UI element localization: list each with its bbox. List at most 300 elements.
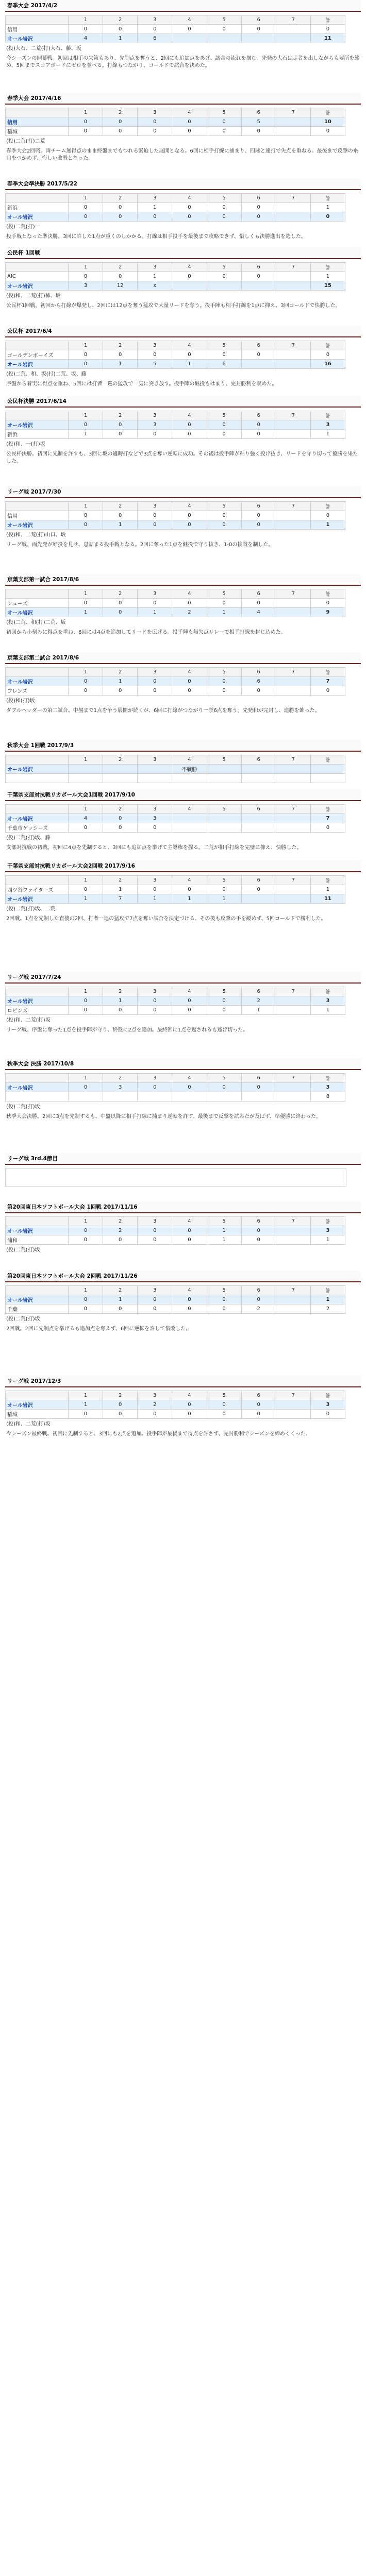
scoreboard-header-cell: 1 bbox=[69, 502, 103, 511]
team-name: ロビンズ bbox=[6, 1006, 69, 1015]
scoreboard-row bbox=[6, 1083, 345, 1092]
scoreboard-header-row bbox=[6, 589, 345, 599]
inning-score bbox=[276, 823, 310, 833]
scoreboard-header-cell: 1 bbox=[69, 1217, 103, 1226]
inning-score: 0 bbox=[103, 599, 138, 608]
team-name: オール岩沢 bbox=[6, 281, 69, 291]
scoreboard-header-cell: 計 bbox=[310, 876, 345, 885]
inning-score: 1 bbox=[172, 360, 207, 369]
inning-score: 0 bbox=[172, 1410, 207, 1419]
game-title: 春季大会 2017/4/2 bbox=[5, 0, 361, 12]
inning-score: 0 bbox=[69, 1410, 103, 1419]
inning-score: 0 bbox=[103, 511, 138, 520]
inning-score: 0 bbox=[138, 885, 172, 894]
game-summary: 2回戦。1点を先制した直後の2回、打者一巡の猛攻で7点を奪い試合を決定づける。その後も攻撃の手を緩めず、5回コールドで勝利した。 bbox=[6, 916, 326, 922]
inning-score bbox=[172, 34, 207, 43]
inning-score: 0 bbox=[138, 350, 172, 360]
inning-score: 0 bbox=[138, 599, 172, 608]
game-title: 公民杯決勝 2017/6/14 bbox=[5, 396, 361, 408]
team-name: 新浜 bbox=[6, 203, 69, 212]
inning-score: 1 bbox=[69, 1400, 103, 1410]
total-runs: 11 bbox=[310, 34, 345, 43]
game-summary: 今シーズンの開幕戦。初回は相手の失策もあり、先制点を奪うと、2回にも追加点をあげ、試合の流れを掴む。先発の大石は走者を出しながらも要所を締め、5回までスコアボードにゼロを並べる。打線もつながり、コールドで試合を決めた。 bbox=[6, 56, 360, 69]
scoreboard-table bbox=[5, 1216, 345, 1245]
scoreboard-header-cell: 5 bbox=[207, 987, 241, 996]
total-runs: 0 bbox=[310, 25, 345, 34]
game-title: 京葉支部第二試合 2017/8/6 bbox=[5, 652, 361, 664]
scoreboard-header-row bbox=[6, 15, 345, 25]
team-name: オール岩沢 bbox=[6, 677, 69, 686]
scoreboard-row bbox=[6, 511, 345, 520]
inning-score: 0 bbox=[138, 1226, 172, 1235]
inning-score: 4 bbox=[241, 608, 276, 617]
total-runs: 0 bbox=[310, 599, 345, 608]
scoreboard-header-cell bbox=[6, 341, 69, 350]
inning-score bbox=[276, 1083, 310, 1092]
scoreboard-header-cell: 2 bbox=[103, 341, 138, 350]
inning-score: 1 bbox=[103, 520, 138, 530]
scoreboard-header-cell: 2 bbox=[103, 108, 138, 117]
game-title: 千葉県支部対抗戦リカボール大会2回戦 2017/9/16 bbox=[5, 860, 361, 872]
inning-score: 0 bbox=[207, 350, 241, 360]
scoreboard-header-cell: 3 bbox=[138, 1074, 172, 1083]
game-summary: 2回戦。2回に先制点を挙げるも追加点を奪えず、6回に逆転を許して惜敗した。 bbox=[6, 1326, 191, 1332]
inning-score bbox=[103, 774, 138, 783]
team-name: シューズ bbox=[6, 599, 69, 608]
game-summary: 公民杯決勝。初回に先制を許すも、3回に坂の適時打などで3点を奪い逆転に成功。その後は投手陣が粘り強く投げ抜き、リードを守り切って優勝を果たした。 bbox=[6, 451, 358, 464]
scoreboard-header-row bbox=[6, 1391, 345, 1400]
scoreboard-table bbox=[5, 987, 345, 1015]
inning-score: 0 bbox=[69, 823, 103, 833]
inning-score: x bbox=[138, 281, 172, 291]
scoreboard-table bbox=[5, 1073, 345, 1101]
game-block bbox=[5, 247, 361, 324]
inning-score bbox=[276, 360, 310, 369]
scoreboard-row bbox=[6, 420, 345, 430]
inning-score: 12 bbox=[103, 281, 138, 291]
scoreboard-header-cell bbox=[6, 755, 69, 765]
inning-score bbox=[276, 894, 310, 904]
game-block bbox=[5, 396, 361, 484]
inning-score: 3 bbox=[138, 420, 172, 430]
inning-score: 不戦勝 bbox=[172, 765, 207, 774]
scoreboard-table bbox=[5, 15, 345, 43]
pitcher-batter-line: (投)二荒(打)坂、藤 bbox=[6, 835, 51, 841]
scoreboard-header-cell: 5 bbox=[207, 589, 241, 599]
total-runs: 15 bbox=[310, 281, 345, 291]
inning-score: 0 bbox=[207, 1083, 241, 1092]
inning-score bbox=[241, 774, 276, 783]
scoreboard-header-cell: 計 bbox=[310, 108, 345, 117]
scoreboard-header-cell bbox=[6, 1286, 69, 1295]
inning-score: 0 bbox=[138, 511, 172, 520]
empty-scoreboard bbox=[5, 1168, 346, 1187]
scoreboard-header-cell: 4 bbox=[172, 411, 207, 420]
inning-score: 0 bbox=[207, 686, 241, 696]
scoreboard-row bbox=[6, 1304, 345, 1314]
scoreboard-row bbox=[6, 281, 345, 291]
total-runs: 1 bbox=[310, 1006, 345, 1015]
game-title: 千葉県支部対抗戦リカボール大会1回戦 2017/9/10 bbox=[5, 789, 361, 801]
scoreboard-header-cell: 4 bbox=[172, 805, 207, 814]
inning-score: 0 bbox=[207, 511, 241, 520]
scoreboard-header-cell bbox=[6, 263, 69, 272]
pitcher-batter-line: (投)二荒、和(打)二荒、坂 bbox=[6, 620, 66, 625]
scoreboard-header-cell: 5 bbox=[207, 411, 241, 420]
inning-score: 0 bbox=[172, 599, 207, 608]
game-title: 公民杯 2017/6/4 bbox=[5, 326, 361, 337]
inning-score: 4 bbox=[69, 814, 103, 823]
inning-score bbox=[172, 814, 207, 823]
team-name: オール岩沢 bbox=[6, 1083, 69, 1092]
scoreboard-row bbox=[6, 608, 345, 617]
scoreboard-header-cell bbox=[6, 411, 69, 420]
scoreboard-header-cell: 1 bbox=[69, 1286, 103, 1295]
scoreboard-header-cell: 1 bbox=[69, 1391, 103, 1400]
game-title: 春季大会準決勝 2017/5/22 bbox=[5, 178, 361, 190]
inning-score: 1 bbox=[103, 1295, 138, 1304]
team-name: 信用 bbox=[6, 117, 69, 127]
total-runs: 9 bbox=[310, 608, 345, 617]
scoreboard-row bbox=[6, 272, 345, 281]
inning-score: 0 bbox=[138, 212, 172, 222]
inning-score: 0 bbox=[172, 272, 207, 281]
inning-score: 0 bbox=[207, 420, 241, 430]
inning-score: 0 bbox=[69, 885, 103, 894]
scoreboard-header-row bbox=[6, 1286, 345, 1295]
inning-score: 0 bbox=[241, 885, 276, 894]
inning-score: 1 bbox=[207, 1235, 241, 1245]
pitcher-batter-line: (投)二荒(打)坂 bbox=[6, 1104, 40, 1110]
inning-score: 0 bbox=[138, 677, 172, 686]
scoreboard-header-row bbox=[6, 263, 345, 272]
scoreboard-header-row bbox=[6, 1217, 345, 1226]
inning-score: 0 bbox=[138, 1304, 172, 1314]
inning-score: 0 bbox=[138, 996, 172, 1006]
inning-score bbox=[172, 1092, 207, 1101]
inning-score bbox=[172, 823, 207, 833]
inning-score: 0 bbox=[69, 272, 103, 281]
inning-score: 1 bbox=[103, 996, 138, 1006]
inning-score bbox=[69, 1092, 103, 1101]
inning-score: 0 bbox=[103, 608, 138, 617]
scoreboard-header-cell: 2 bbox=[103, 263, 138, 272]
scoreboard-header-cell: 7 bbox=[276, 502, 310, 511]
inning-score bbox=[241, 281, 276, 291]
scoreboard-header-row bbox=[6, 194, 345, 203]
inning-score: 0 bbox=[207, 996, 241, 1006]
inning-score bbox=[276, 281, 310, 291]
scoreboard-row bbox=[6, 823, 345, 833]
inning-score: 0 bbox=[172, 1083, 207, 1092]
scoreboard-header-cell bbox=[6, 108, 69, 117]
total-runs: 1 bbox=[310, 1235, 345, 1245]
inning-score: 1 bbox=[138, 894, 172, 904]
pitcher-batter-line: (投)和、一(打)坂 bbox=[6, 442, 45, 447]
game-summary: 秋季大会決勝。2回に3点を先制するも、中盤以降に相手打線に捕まり逆転を許す。最後まで反撃を試みたが及ばず、準優勝に終わった。 bbox=[6, 1114, 322, 1120]
scoreboard-header-cell: 2 bbox=[103, 987, 138, 996]
inning-score: 7 bbox=[103, 894, 138, 904]
scoreboard-header-cell: 7 bbox=[276, 411, 310, 420]
inning-score: 0 bbox=[138, 823, 172, 833]
scoreboard-table bbox=[5, 108, 345, 136]
inning-score: 0 bbox=[241, 430, 276, 439]
scoreboard-header-row bbox=[6, 341, 345, 350]
game-block bbox=[5, 789, 361, 858]
team-name: オール岩沢 bbox=[6, 360, 69, 369]
inning-score: 6 bbox=[207, 360, 241, 369]
game-block bbox=[5, 860, 361, 970]
team-name: 浦和 bbox=[6, 1235, 69, 1245]
scoreboard-header-cell: 7 bbox=[276, 1074, 310, 1083]
inning-score bbox=[276, 34, 310, 43]
inning-score: 0 bbox=[172, 127, 207, 136]
game-block bbox=[5, 93, 361, 176]
scoreboard-table bbox=[5, 501, 345, 530]
scoreboard-table bbox=[5, 411, 345, 439]
scoreboard-header-cell: 計 bbox=[310, 987, 345, 996]
inning-score: 3 bbox=[69, 281, 103, 291]
inning-score bbox=[276, 885, 310, 894]
scoreboard-header-cell: 7 bbox=[276, 876, 310, 885]
scoreboard-header-cell: 3 bbox=[138, 108, 172, 117]
scoreboard-header-cell: 計 bbox=[310, 411, 345, 420]
inning-score: 0 bbox=[172, 520, 207, 530]
inning-score: 0 bbox=[103, 127, 138, 136]
scoreboard-header-cell: 7 bbox=[276, 108, 310, 117]
team-name: 新浜 bbox=[6, 430, 69, 439]
game-summary: リーグ戦。両先発が好投を見せ、息詰まる投手戦となる。2回に奪った1点を継投で守り抜き、1-0の接戦を制した。 bbox=[6, 542, 274, 548]
game-block bbox=[5, 652, 361, 738]
scoreboard-header-row bbox=[6, 502, 345, 511]
team-name: オール岩沢 bbox=[6, 765, 69, 774]
scoreboard-header-cell bbox=[6, 876, 69, 885]
scoreboard-header-cell: 4 bbox=[172, 263, 207, 272]
inning-score bbox=[276, 1410, 310, 1419]
scoreboard-header-cell: 3 bbox=[138, 589, 172, 599]
team-name: オール岩沢 bbox=[6, 1400, 69, 1410]
scoreboard-header-cell: 6 bbox=[241, 1074, 276, 1083]
inning-score: 2 bbox=[241, 996, 276, 1006]
inning-score bbox=[276, 608, 310, 617]
inning-score: 0 bbox=[241, 212, 276, 222]
scoreboard-header-cell: 1 bbox=[69, 805, 103, 814]
inning-score: 0 bbox=[103, 1304, 138, 1314]
scoreboard-header-cell: 5 bbox=[207, 502, 241, 511]
inning-score: 0 bbox=[207, 599, 241, 608]
inning-score: 1 bbox=[207, 894, 241, 904]
team-name: 稲城 bbox=[6, 1410, 69, 1419]
inning-score bbox=[276, 212, 310, 222]
inning-score: 0 bbox=[241, 420, 276, 430]
total-runs: 16 bbox=[310, 360, 345, 369]
inning-score bbox=[276, 350, 310, 360]
scoreboard-row bbox=[6, 127, 345, 136]
scoreboard-header-cell: 6 bbox=[241, 502, 276, 511]
game-title: 第20回東日本ソフトボール大会 1回戦 2017/11/16 bbox=[5, 1201, 361, 1213]
inning-score bbox=[276, 774, 310, 783]
inning-score: 0 bbox=[207, 1400, 241, 1410]
scoreboard-header-cell: 5 bbox=[207, 1217, 241, 1226]
inning-score: 0 bbox=[172, 117, 207, 127]
inning-score: 0 bbox=[172, 212, 207, 222]
inning-score bbox=[276, 203, 310, 212]
scoreboard-header-cell: 計 bbox=[310, 805, 345, 814]
team-name: オール岩沢 bbox=[6, 814, 69, 823]
inning-score bbox=[276, 25, 310, 34]
inning-score: 3 bbox=[103, 1083, 138, 1092]
inning-score: 0 bbox=[69, 677, 103, 686]
scoreboard-header-cell: 計 bbox=[310, 341, 345, 350]
inning-score: 0 bbox=[241, 203, 276, 212]
inning-score: 0 bbox=[69, 212, 103, 222]
scoreboard-header-cell: 2 bbox=[103, 502, 138, 511]
scoreboard-header-cell: 2 bbox=[103, 1074, 138, 1083]
total-runs: 0 bbox=[310, 350, 345, 360]
inning-score: 0 bbox=[241, 520, 276, 530]
total-runs: 1 bbox=[310, 430, 345, 439]
total-runs: 0 bbox=[310, 823, 345, 833]
scoreboard-header-cell: 4 bbox=[172, 15, 207, 25]
pitcher-batter-line: (投)二荒(打)坂 bbox=[6, 1247, 40, 1253]
scoreboard-header-cell: 6 bbox=[241, 411, 276, 420]
inning-score: 0 bbox=[103, 1006, 138, 1015]
pitcher-batter-line: (投)二荒、和、坂(打)二荒、坂、藤 bbox=[6, 371, 87, 377]
inning-score: 1 bbox=[69, 894, 103, 904]
game-block bbox=[5, 574, 361, 650]
inning-score: 0 bbox=[69, 1235, 103, 1245]
total-runs: 1 bbox=[310, 885, 345, 894]
inning-score: 0 bbox=[103, 430, 138, 439]
scoreboard-header-cell: 7 bbox=[276, 341, 310, 350]
inning-score: 0 bbox=[103, 25, 138, 34]
scoreboard-table bbox=[5, 1285, 345, 1314]
scoreboard-header-cell: 4 bbox=[172, 108, 207, 117]
inning-score: 0 bbox=[172, 350, 207, 360]
game-block bbox=[5, 326, 361, 394]
scoreboard-header-cell bbox=[6, 1217, 69, 1226]
inning-score bbox=[241, 894, 276, 904]
scoreboard-header-cell: 3 bbox=[138, 1391, 172, 1400]
scoreboard-header-cell: 6 bbox=[241, 341, 276, 350]
inning-score: 0 bbox=[172, 686, 207, 696]
pitcher-batter-line: (投)二荒(打)二荒 bbox=[6, 139, 45, 144]
scoreboard-row bbox=[6, 996, 345, 1006]
scoreboard-table bbox=[5, 262, 345, 291]
game-summary: 投手戦となった準決勝。3回に許した1点が重くのしかかる。打線は相手投手を最後まで攻略できず、惜しくも決勝進出を逃した。 bbox=[6, 234, 306, 240]
scoreboard-header-cell: 計 bbox=[310, 15, 345, 25]
scoreboard-row bbox=[6, 814, 345, 823]
scoreboard-row bbox=[6, 686, 345, 696]
game-summary: 春季大会2回戦。両チーム無得点のまま終盤までもつれる緊迫した展開となる。6回に相手打線に捕まり、四球と連打で失点を重ねる。最後まで反撃の糸口をつかめず、悔しい敗戦となった。 bbox=[6, 148, 358, 161]
scoreboard-header-cell: 1 bbox=[69, 755, 103, 765]
inning-score: 0 bbox=[172, 885, 207, 894]
inning-score bbox=[207, 34, 241, 43]
inning-score: 0 bbox=[172, 1226, 207, 1235]
total-runs: 10 bbox=[310, 117, 345, 127]
inning-score bbox=[276, 686, 310, 696]
inning-score: 0 bbox=[138, 686, 172, 696]
game-block bbox=[5, 972, 361, 1056]
game-title: 公民杯 1回戦 bbox=[5, 247, 361, 259]
inning-score: 1 bbox=[103, 34, 138, 43]
scoreboard-header-cell: 7 bbox=[276, 987, 310, 996]
inning-score bbox=[276, 1006, 310, 1015]
inning-score: 1 bbox=[103, 677, 138, 686]
scoreboard-header-cell: 6 bbox=[241, 987, 276, 996]
inning-score: 2 bbox=[241, 1304, 276, 1314]
scoreboard-row bbox=[6, 774, 345, 783]
scoreboard-header-cell: 3 bbox=[138, 668, 172, 677]
scoreboard-header-cell: 7 bbox=[276, 755, 310, 765]
scoreboard-header-cell: 6 bbox=[241, 263, 276, 272]
team-name: AIC bbox=[6, 272, 69, 281]
scoreboard-header-cell: 2 bbox=[103, 411, 138, 420]
scoreboard-header-row bbox=[6, 876, 345, 885]
inning-score: 1 bbox=[207, 608, 241, 617]
scoreboard-table bbox=[5, 341, 345, 369]
inning-score: 0 bbox=[207, 1304, 241, 1314]
inning-score: 0 bbox=[138, 520, 172, 530]
inning-score: 1 bbox=[172, 894, 207, 904]
scoreboard-header-cell: 5 bbox=[207, 668, 241, 677]
scoreboard-header-cell: 4 bbox=[172, 1391, 207, 1400]
inning-score: 3 bbox=[138, 814, 172, 823]
scoreboard-header-cell: 4 bbox=[172, 194, 207, 203]
scoreboard-row bbox=[6, 430, 345, 439]
scoreboard-row bbox=[6, 599, 345, 608]
scoreboard-header-cell: 6 bbox=[241, 805, 276, 814]
scoreboard-header-cell: 7 bbox=[276, 1286, 310, 1295]
scoreboard-header-cell: 7 bbox=[276, 1217, 310, 1226]
inning-score: 0 bbox=[172, 1304, 207, 1314]
pitcher-batter-line: (投)和、二荒(打)山口、坂 bbox=[6, 532, 66, 538]
game-title: リーグ戦 2017/7/24 bbox=[5, 972, 361, 984]
scoreboard-row bbox=[6, 1235, 345, 1245]
inning-score bbox=[276, 420, 310, 430]
team-name: オール岩沢 bbox=[6, 996, 69, 1006]
inning-score: 0 bbox=[138, 1083, 172, 1092]
scoreboard-header-cell: 1 bbox=[69, 987, 103, 996]
scoreboard-header-cell: 2 bbox=[103, 1286, 138, 1295]
scoreboard-header-cell: 1 bbox=[69, 15, 103, 25]
scoreboard-row bbox=[6, 360, 345, 369]
inning-score: 0 bbox=[207, 1410, 241, 1419]
game-summary: 序盤から着実に得点を重ね、5回には打者一巡の猛攻で一気に突き放す。投手陣の継投もはまり、完封勝利を収めた。 bbox=[6, 381, 277, 387]
inning-score: 0 bbox=[241, 686, 276, 696]
game-block bbox=[5, 1153, 361, 1199]
scoreboard-header-cell: 5 bbox=[207, 108, 241, 117]
game-block bbox=[5, 0, 361, 91]
scoreboard-header-cell: 計 bbox=[310, 194, 345, 203]
team-name: 信用 bbox=[6, 511, 69, 520]
scoreboard-row bbox=[6, 677, 345, 686]
scoreboard-header-cell: 7 bbox=[276, 589, 310, 599]
total-runs: 7 bbox=[310, 677, 345, 686]
scoreboard-header-cell: 5 bbox=[207, 341, 241, 350]
inning-score: 0 bbox=[172, 25, 207, 34]
scoreboard-header-cell: 4 bbox=[172, 987, 207, 996]
total-runs: 2 bbox=[310, 1304, 345, 1314]
inning-score: 0 bbox=[207, 1006, 241, 1015]
inning-score: 1 bbox=[69, 608, 103, 617]
inning-score: 0 bbox=[172, 430, 207, 439]
inning-score: 0 bbox=[69, 599, 103, 608]
inning-score: 0 bbox=[207, 117, 241, 127]
game-title: 京葉支部第一試合 2017/8/6 bbox=[5, 574, 361, 586]
scoreboard-header-cell: 3 bbox=[138, 876, 172, 885]
inning-score: 0 bbox=[241, 511, 276, 520]
